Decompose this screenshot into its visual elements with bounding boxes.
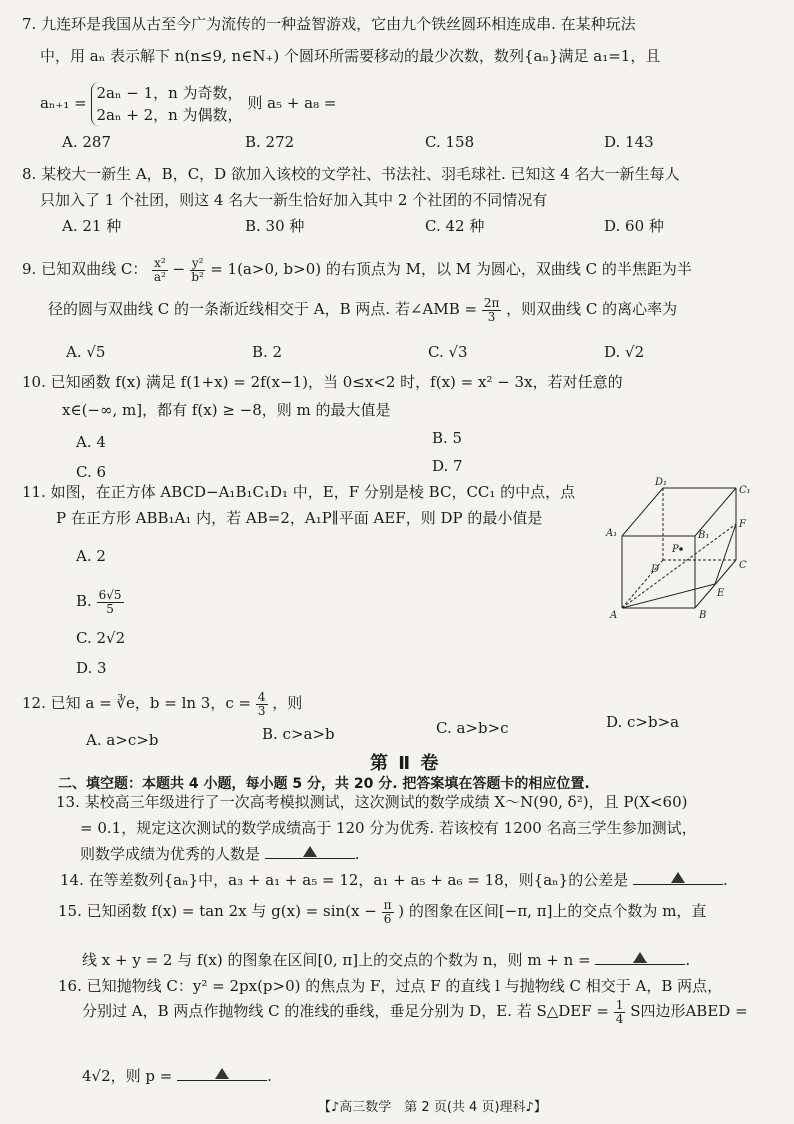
q7-recurrence	[40, 80, 336, 126]
q11-line2: P 在正方形 ABB₁A₁ 内，若 AB=2，A₁P∥平面 AEF，则 DP 的最小值是	[56, 509, 543, 527]
q9-option-d: D. √2	[604, 343, 645, 361]
triangle-icon	[303, 846, 317, 857]
q10-option-a: A. 4	[76, 433, 106, 451]
triangle-icon	[215, 1068, 229, 1079]
q9-pre: 9. 已知双曲线 C：	[22, 260, 148, 278]
edge-c1b1	[695, 488, 736, 536]
q9-frac-x	[152, 257, 168, 284]
q12-frac-c	[256, 691, 268, 718]
q7-lhs: aₙ₊₁ =	[40, 94, 87, 112]
triangle-icon	[633, 952, 647, 963]
q11-option-b-label: B.	[76, 592, 92, 610]
q11-line1: 11. 如图，在正方体 ABCD−A₁B₁C₁D₁ 中，E，F 分别是棱 BC，CC₁ 的中点，点	[22, 483, 576, 501]
q8-option-a: A. 21 种	[62, 217, 122, 235]
q16-frac	[614, 999, 626, 1026]
q15-frac-den: 6	[383, 911, 392, 926]
q8-line1: 8. 某校大一新生 A，B，C，D 欲加入该校的文学社、书法社、羽毛球社. 已知这 4 名大一新生每人	[22, 165, 680, 183]
q12-pre: 12. 已知 a = ∛e，b = ln 3，c =	[22, 694, 252, 712]
part2-title: 第 Ⅱ 卷	[370, 753, 441, 774]
q12-option-a: A. a>c>b	[86, 731, 159, 749]
q10-line2: x∈(−∞, m]，都有 f(x) ≥ −8，则 m 的最大值是	[62, 401, 391, 419]
q15-frac-num: π	[383, 897, 392, 912]
q15-answer-blank[interactable]	[595, 950, 685, 965]
label-b1: B₁	[698, 530, 710, 541]
q10-option-d: D. 7	[432, 457, 463, 475]
triangle-icon	[671, 872, 685, 883]
q9-minus: −	[172, 260, 186, 278]
q9-frac-angle-num: 2π	[483, 295, 500, 310]
q16-line1: 16. 已知抛物线 C：y² = 2px(p>0) 的焦点为 F，过点 F 的直线 l 与抛物线 C 相交于 A，B 两点，	[58, 977, 723, 995]
q9-frac-y-den: b²	[191, 269, 204, 284]
q15-line2-text: 线 x + y = 2 与 f(x) 的图象在区间[0, π]上的交点的个数为 n，则 m + n =	[82, 951, 591, 969]
q13-line2: = 0.1，规定这次测试的数学成绩高于 120 分为优秀. 若该校有 1200 名高三学生参加测试，	[80, 819, 697, 837]
q14-line	[60, 870, 728, 890]
q7-option-b: B. 272	[245, 133, 295, 151]
section2-header: 二、填空题：本题共 4 小题，每小题 5 分，共 20 分. 把答案填在答题卡的相应位置.	[58, 776, 590, 792]
q14-text: 14. 在等差数列{aₙ}中，a₃ + a₁ + a₅ = 12，a₁ + a₅ + a₆ = 18，则{aₙ}的公差是	[60, 871, 629, 889]
q13-end: .	[354, 845, 360, 863]
q7-option-c: C. 158	[425, 133, 475, 151]
q7-option-d: D. 143	[604, 133, 654, 151]
q12-frac-c-num: 4	[257, 689, 266, 704]
q9-frac-x-den: a²	[153, 269, 166, 284]
q8-option-d: D. 60 种	[604, 217, 664, 235]
q14-end: .	[722, 871, 728, 889]
label-d: D	[651, 564, 660, 575]
label-e: E	[717, 588, 725, 599]
q12-post: ，则	[272, 694, 303, 712]
q11-option-c: C. 2√2	[76, 629, 126, 647]
q7-case1: 2aₙ − 1，n 为奇数，	[96, 84, 243, 102]
q9-option-a: A. √5	[66, 343, 106, 361]
q11-option-b	[76, 584, 124, 618]
point-p	[679, 547, 683, 551]
q11-option-b-num: 6√5	[98, 587, 122, 602]
q9-frac-x-num: x²	[154, 255, 166, 270]
q9-frac-angle	[482, 297, 502, 324]
q14-answer-blank[interactable]	[633, 870, 723, 885]
label-d1: D₁	[655, 477, 668, 488]
q16-line2-pre: 分别过 A，B 两点作抛物线 C 的准线的垂线，垂足分别为 D，E. 若 S△DEF =	[82, 1002, 609, 1020]
label-c1: C₁	[739, 485, 751, 496]
q12-frac-c-den: 3	[257, 703, 266, 718]
segment-ae	[622, 584, 715, 608]
label-c: C	[739, 560, 747, 571]
q7-line1: 7. 九连环是我国从古至今广为流传的一种益智游戏，它由九个铁丝圆环相连成串. 在某种玩法	[22, 15, 636, 33]
q10-option-b: B. 5	[432, 429, 463, 447]
q9-line2-post: ，则双曲线 C 的离心率为	[506, 300, 678, 318]
q13-answer-blank[interactable]	[265, 844, 355, 859]
q13-line1: 13. 某校高三年级进行了一次高考模拟测试，这次测试的数学成绩 X～N(90, δ²)，且 P(X<60)	[56, 793, 688, 811]
q9-line2	[48, 294, 677, 324]
edge-d1a1	[622, 488, 663, 536]
q9-line1	[22, 254, 692, 284]
q10-option-c: C. 6	[76, 463, 107, 481]
q11-option-d: D. 3	[76, 659, 107, 677]
q8-option-c: C. 42 种	[425, 217, 485, 235]
q15-line2	[82, 950, 690, 970]
q16-line2	[82, 996, 748, 1026]
q9-frac-angle-den: 3	[487, 309, 496, 324]
q7-line2: 中，用 aₙ 表示解下 n(n≤9, n∈N₊) 个圆环所需要移动的最少次数，数列{aₙ}满足 a₁=1，且	[40, 47, 661, 65]
q16-answer-blank[interactable]	[177, 1066, 267, 1081]
label-a1: A₁	[606, 528, 618, 539]
q16-line2-post: S四边形ABED =	[630, 1002, 748, 1020]
segment-ef	[715, 524, 736, 584]
q11-option-b-den: 5	[106, 601, 114, 616]
q9-line2-pre: 径的圆与双曲线 C 的一条渐近线相交于 A，B 两点. 若∠AMB =	[48, 300, 478, 318]
q16-line3-text: 4√2，则 p =	[82, 1067, 173, 1085]
q12-option-b: B. c>a>b	[262, 725, 335, 743]
q9-option-c: C. √3	[428, 343, 468, 361]
cube-figure	[600, 476, 770, 622]
q7-tail: 则 a₅ + a₈ =	[247, 94, 337, 112]
label-a: A	[610, 610, 618, 621]
q12-line1	[22, 688, 302, 718]
q12-option-c: C. a>b>c	[436, 719, 509, 737]
q15-frac	[382, 899, 394, 926]
q9-frac-y-num: y²	[191, 255, 204, 270]
q9-post: = 1(a>0, b>0) 的右顶点为 M，以 M 为圆心，双曲线 C 的半焦距为半	[210, 260, 692, 278]
q13-line3-text: 则数学成绩为优秀的人数是	[80, 845, 261, 863]
q16-frac-den: 4	[615, 1011, 624, 1026]
page-footer: 【♪高三数学 第 2 页(共 4 页)理科♪】	[318, 1100, 547, 1115]
q9-frac-y	[190, 257, 206, 284]
q15-pre: 15. 已知函数 f(x) = tan 2x 与 g(x) = sin(x −	[58, 902, 377, 920]
q16-frac-num: 1	[615, 997, 624, 1012]
q15-post: ) 的图象在区间[−π, π]上的交点个数为 m，直	[398, 902, 707, 920]
q16-line3	[82, 1066, 272, 1086]
q15-end: .	[685, 951, 691, 969]
q9-option-b: B. 2	[252, 343, 283, 361]
q7-case2: 2aₙ + 2，n 为偶数，	[96, 106, 243, 124]
q7-option-a: A. 287	[62, 133, 111, 151]
q7-cases	[91, 82, 242, 126]
q8-line2: 只加入了 1 个社团，则这 4 名大一新生恰好加入其中 2 个社团的不同情况有	[40, 191, 548, 209]
label-p: P	[672, 544, 679, 555]
q11-option-a: A. 2	[76, 547, 106, 565]
label-b: B	[699, 610, 707, 621]
q8-option-b: B. 30 种	[245, 217, 305, 235]
q16-end: .	[267, 1067, 272, 1085]
q13-line3	[80, 844, 360, 864]
q15-line1	[58, 896, 706, 926]
q10-line1: 10. 已知函数 f(x) 满足 f(1+x) = 2f(x−1)，当 0≤x<2 时，f(x) = x² − 3x，若对任意的	[22, 373, 623, 391]
label-f: F	[739, 519, 746, 530]
q12-option-d: D. c>b>a	[606, 713, 680, 731]
q11-option-b-frac	[97, 589, 124, 616]
